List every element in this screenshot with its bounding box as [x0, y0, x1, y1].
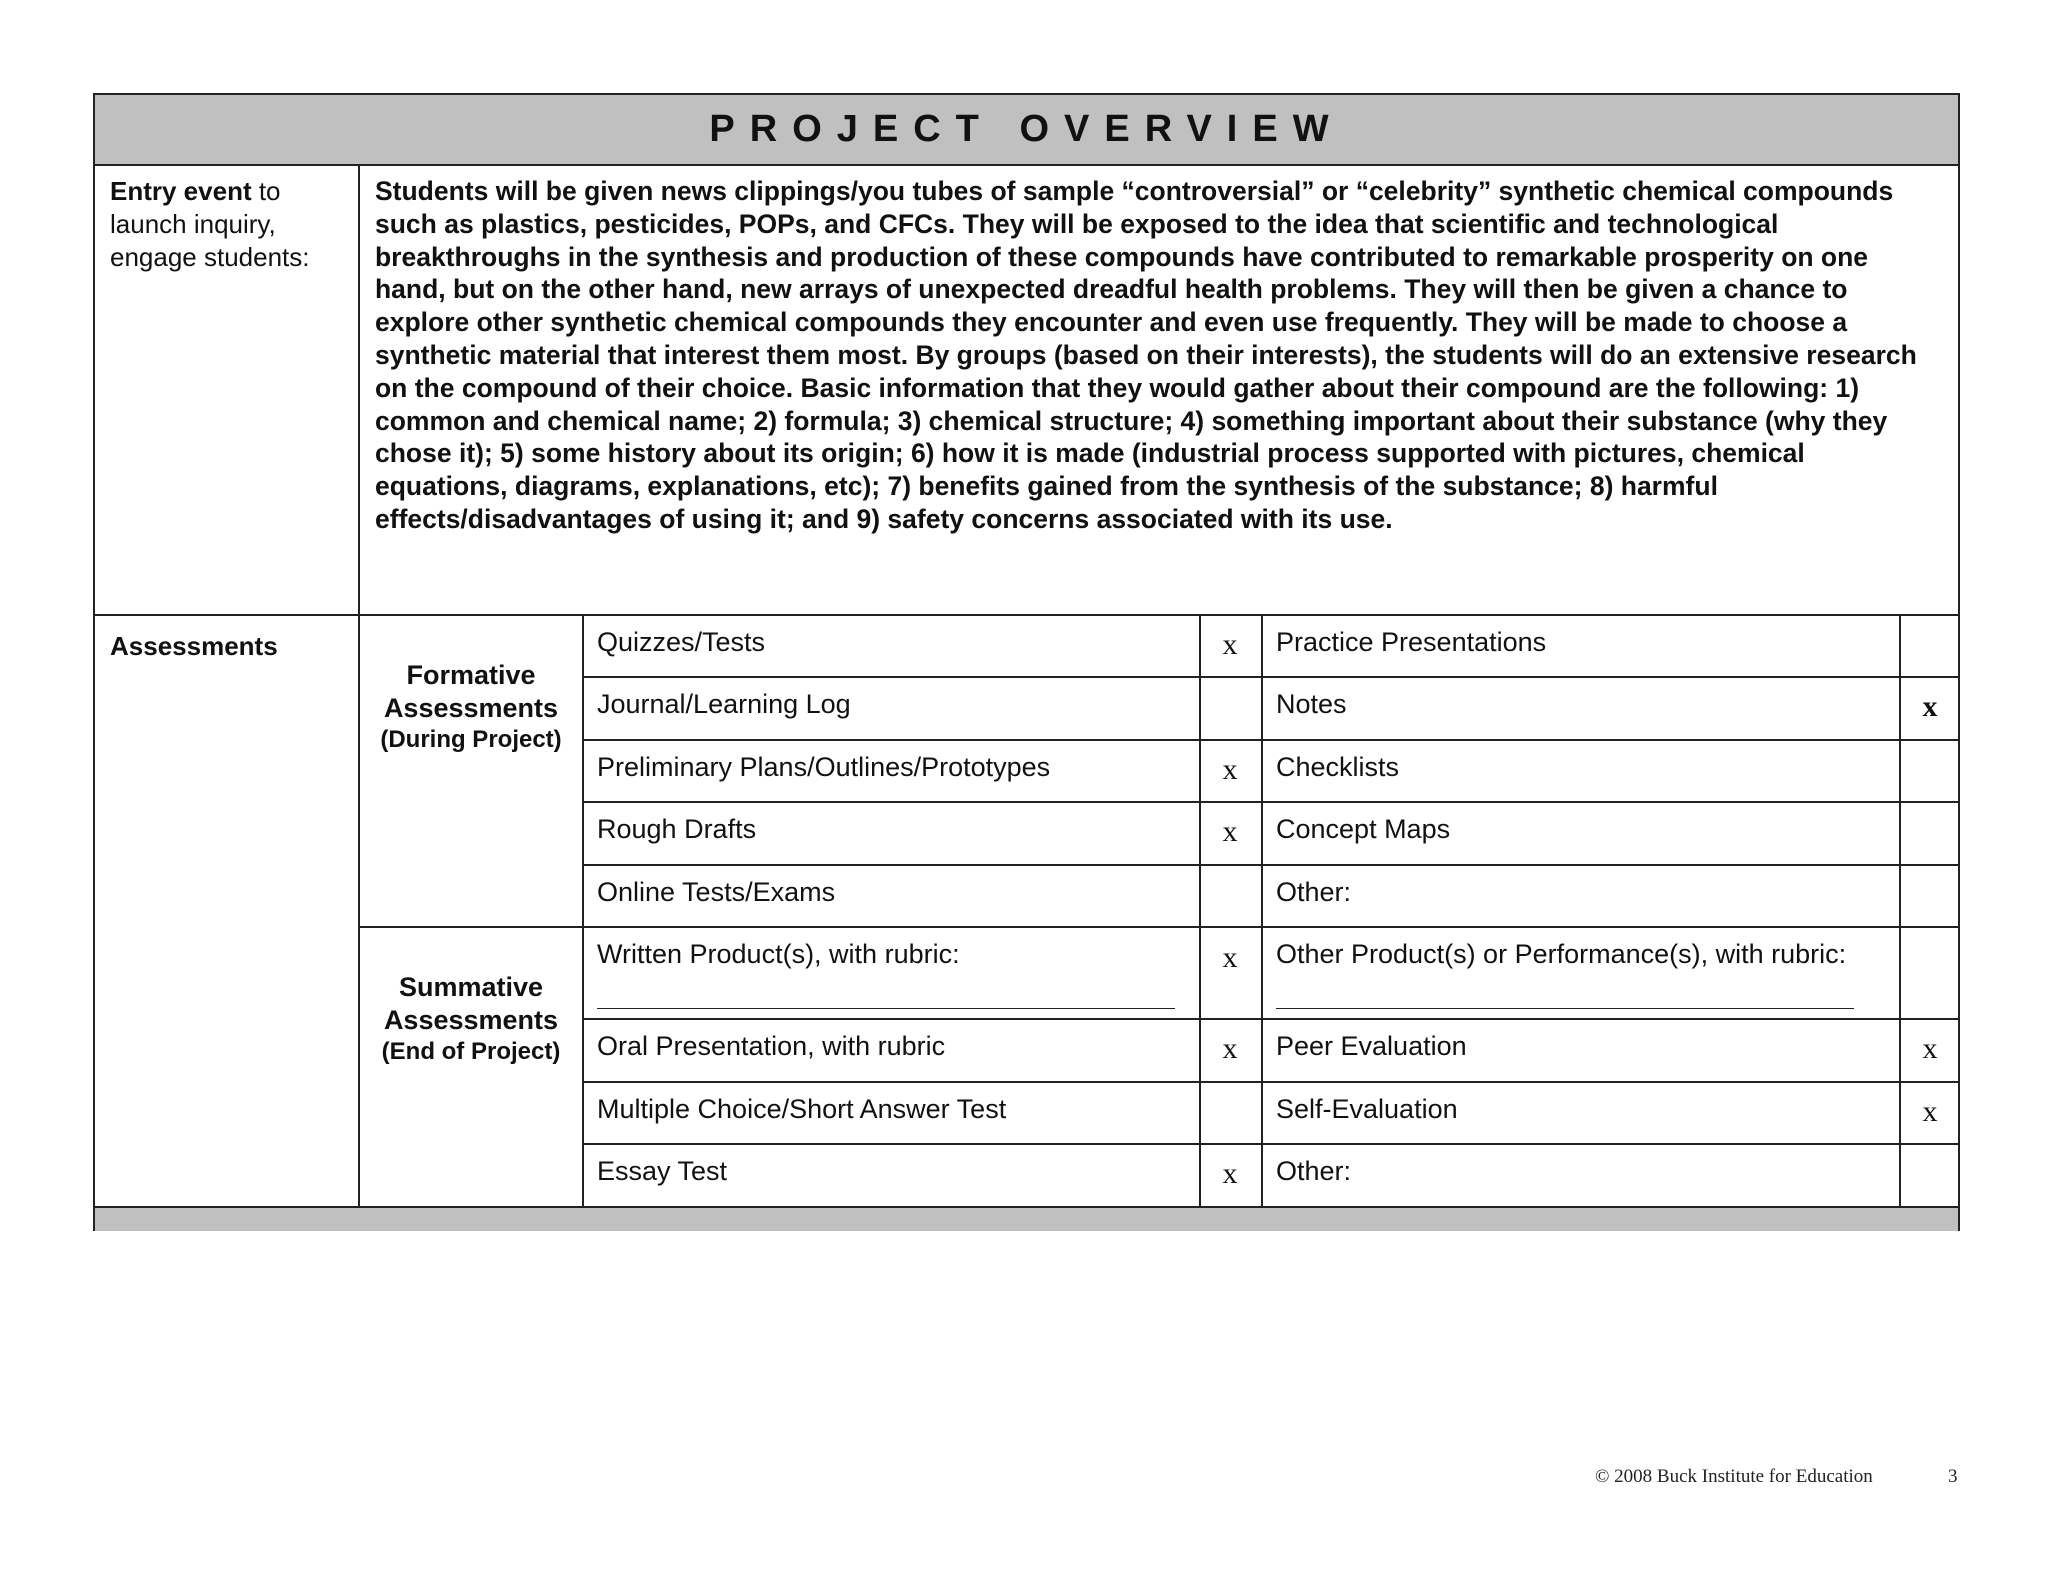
summative-item: Oral Presentation, with rubric	[597, 1031, 946, 1061]
formative-item: Journal/Learning Log	[597, 689, 851, 719]
divider	[582, 801, 1960, 803]
summative-item: Other Product(s) or Performance(s), with rubric:	[1276, 939, 1847, 969]
blank-line	[597, 1008, 1175, 1009]
assessments-label: Assessments	[110, 631, 278, 661]
summative-item: Written Product(s), with rubric:	[597, 939, 960, 969]
check-mark: x	[1222, 941, 1238, 974]
summative-item: Multiple Choice/Short Answer Test	[597, 1094, 1007, 1124]
divider	[358, 926, 1960, 928]
blank-line	[1276, 1008, 1854, 1009]
summative-item: Other:	[1276, 1156, 1352, 1186]
divider	[582, 1018, 1960, 1020]
divider	[582, 864, 1960, 866]
formative-item: Notes	[1276, 689, 1347, 719]
check-mark: x	[1222, 815, 1238, 848]
divider	[582, 676, 1960, 678]
divider	[582, 1081, 1960, 1083]
page-number: 3	[1948, 1466, 1958, 1487]
divider	[582, 739, 1960, 741]
divider	[95, 614, 1960, 616]
divider	[1261, 614, 1263, 1206]
project-overview-table	[93, 93, 1960, 1231]
formative-item: Quizzes/Tests	[597, 627, 766, 657]
formative-assessments-label: Formative Assessments (During Project)	[380, 660, 562, 753]
check-mark: x	[1922, 1095, 1938, 1128]
entry-event-label: Entry event to launch inquiry, engage students:	[110, 176, 310, 272]
formative-item: Practice Presentations	[1276, 627, 1547, 657]
copyright-notice: © 2008 Buck Institute for Education	[1595, 1466, 1873, 1487]
formative-item: Online Tests/Exams	[597, 877, 836, 907]
title-bar	[95, 95, 1958, 166]
formative-item: Rough Drafts	[597, 814, 757, 844]
summative-assessments-label: Summative Assessments (End of Project)	[381, 972, 561, 1065]
formative-item: Concept Maps	[1276, 814, 1451, 844]
entry-event-text: Students will be given news clippings/you tubes of sample “controversial” or “celebrity” synthetic chemical compounds such as plastics, pesticides, POPs, and CFCs. They will be exposed to the idea that scientific and technological breakthroughs in the synthesis and production of these compounds have contributed to remarkable prosperity on one hand, but on the other hand, new arrays of unexpected dreadful health problems. They will then be given a chance to explore other synthetic chemical compounds they encounter and even use frequently. They will be made to choose a synthetic material that interest them most. By groups (based on their interests), the students will do an extensive research on the compound of their choice. Basic information that they would gather about their compound are the following: 1) common and chemical name; 2) formula; 3) chemical structure; 4) something important about their substance (why they chose it); 5) some history about its origin; 6) how it is made (industrial process supported with pictures, chemical equations, diagrams, explanations, etc); 7) benefits gained from the synthesis of the substance; 8) harmful effects/disadvantages of using it; and 9) safety concerns associated with its use.	[375, 176, 1917, 534]
formative-item: Preliminary Plans/Outlines/Prototypes	[597, 752, 1051, 782]
formative-item: Checklists	[1276, 752, 1400, 782]
check-mark: x	[1922, 690, 1938, 723]
divider	[582, 1143, 1960, 1145]
summative-item: Peer Evaluation	[1276, 1031, 1467, 1061]
divider	[1199, 614, 1201, 1206]
formative-item: Other:	[1276, 877, 1352, 907]
summative-item: Self-Evaluation	[1276, 1094, 1458, 1124]
check-mark: x	[1222, 1157, 1238, 1190]
check-mark: x	[1922, 1032, 1938, 1065]
divider	[582, 614, 584, 1206]
check-mark: x	[1222, 1032, 1238, 1065]
page-title: PROJECT OVERVIEW	[709, 108, 1344, 150]
bottom-bar	[95, 1206, 1958, 1231]
check-mark: x	[1222, 628, 1238, 661]
check-mark: x	[1222, 753, 1238, 786]
summative-item: Essay Test	[597, 1156, 728, 1186]
